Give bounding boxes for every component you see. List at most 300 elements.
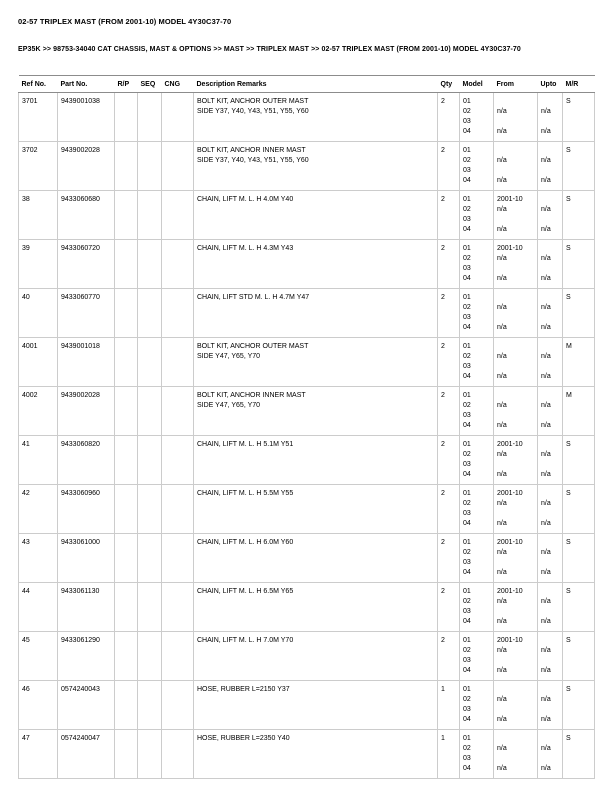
upto-line — [541, 264, 559, 274]
rp-value — [118, 97, 134, 107]
from-line: n/a — [497, 647, 507, 654]
from-line — [497, 293, 534, 303]
ref-no-cell — [19, 583, 58, 632]
part-no-cell — [58, 583, 115, 632]
upto-line — [541, 636, 559, 646]
upto-line — [541, 215, 559, 225]
upto-lines — [541, 293, 559, 333]
model-line: 04 — [463, 569, 471, 576]
model-line: 04 — [463, 275, 471, 282]
upto-line — [541, 117, 559, 127]
table-row — [19, 436, 595, 485]
model-line: 03 — [463, 118, 471, 125]
from-line: n/a — [497, 275, 507, 282]
qty-cell — [438, 534, 460, 583]
from-line — [497, 607, 534, 617]
from-line: n/a — [497, 206, 507, 213]
description-cell — [194, 632, 438, 681]
upto-cell — [538, 191, 563, 240]
mr-value: S — [566, 539, 571, 546]
part-no-value: 9433060680 — [61, 196, 100, 203]
model-cell — [460, 681, 494, 730]
table-row — [19, 485, 595, 534]
upto-line: n/a — [541, 647, 551, 654]
description-lines — [197, 489, 434, 499]
seq-value — [141, 342, 158, 352]
ref-no-value: 38 — [22, 196, 30, 203]
from-cell — [494, 583, 538, 632]
mr-value: S — [566, 196, 571, 203]
part-no-value: 9439002028 — [61, 392, 100, 399]
description-cell — [194, 485, 438, 534]
rp-cell — [115, 730, 138, 779]
from-line — [497, 362, 534, 372]
from-line: n/a — [497, 422, 507, 429]
model-line: 01 — [463, 735, 471, 742]
upto-cell — [538, 485, 563, 534]
upto-line — [541, 656, 559, 666]
description-line: SIDE Y47, Y65, Y70 — [197, 353, 261, 360]
part-no-cell — [58, 142, 115, 191]
seq-value — [141, 244, 158, 254]
description-lines — [197, 538, 434, 548]
rp-cell — [115, 289, 138, 338]
qty-value: 2 — [441, 490, 445, 497]
description-cell — [194, 387, 438, 436]
from-line: 2001-10 — [497, 637, 523, 644]
rp-cell — [115, 191, 138, 240]
from-cell — [494, 436, 538, 485]
model-line: 02 — [463, 304, 471, 311]
model-line: 01 — [463, 539, 471, 546]
upto-lines — [541, 195, 559, 235]
upto-line — [541, 362, 559, 372]
cng-value — [165, 97, 190, 107]
ref-no-cell — [19, 289, 58, 338]
upto-line — [541, 293, 559, 303]
upto-line — [541, 734, 559, 744]
description-lines — [197, 195, 434, 205]
ref-no-cell — [19, 534, 58, 583]
from-cell — [494, 142, 538, 191]
rp-cell — [115, 485, 138, 534]
seq-value — [141, 146, 158, 156]
qty-cell — [438, 240, 460, 289]
from-cell — [494, 191, 538, 240]
model-line: 02 — [463, 255, 471, 262]
upto-line — [541, 538, 559, 548]
seq-value — [141, 734, 158, 744]
part-no-value: 0574240047 — [61, 735, 100, 742]
from-line — [497, 705, 534, 715]
upto-lines — [541, 440, 559, 480]
part-no-cell — [58, 485, 115, 534]
mr-value: S — [566, 441, 571, 448]
ref-no-value: 44 — [22, 588, 30, 595]
cng-cell — [162, 583, 194, 632]
description-lines — [197, 636, 434, 646]
from-cell — [494, 289, 538, 338]
model-line: 02 — [463, 108, 471, 115]
cng-value — [165, 146, 190, 156]
from-lines — [497, 489, 534, 529]
part-no-value: 9433061130 — [61, 588, 100, 595]
from-lines — [497, 244, 534, 284]
part-no-value: 9433061290 — [61, 637, 100, 644]
part-no-cell — [58, 534, 115, 583]
upto-line: n/a — [541, 667, 551, 674]
header-seq: SEQ — [138, 76, 162, 93]
description-lines — [197, 293, 434, 303]
upto-cell — [538, 240, 563, 289]
seq-value — [141, 489, 158, 499]
upto-line: n/a — [541, 765, 551, 772]
from-line — [497, 411, 534, 421]
upto-line — [541, 146, 559, 156]
from-line: n/a — [497, 451, 507, 458]
from-line — [497, 509, 534, 519]
cng-cell — [162, 289, 194, 338]
rp-value — [118, 636, 134, 646]
description-cell — [194, 681, 438, 730]
description-line: CHAIN, LIFT M. L. H 4.0M Y40 — [197, 196, 294, 203]
qty-cell — [438, 338, 460, 387]
rp-value — [118, 293, 134, 303]
rp-cell — [115, 436, 138, 485]
upto-line — [541, 558, 559, 568]
seq-value — [141, 587, 158, 597]
upto-line: n/a — [541, 324, 551, 331]
upto-cell — [538, 289, 563, 338]
model-line: 01 — [463, 343, 471, 350]
cng-value — [165, 734, 190, 744]
upto-line: n/a — [541, 745, 551, 752]
ref-no-value: 45 — [22, 637, 30, 644]
model-line: 04 — [463, 765, 471, 772]
from-line: 2001-10 — [497, 490, 523, 497]
seq-cell — [138, 142, 162, 191]
rp-value — [118, 587, 134, 597]
from-cell — [494, 730, 538, 779]
rp-value — [118, 195, 134, 205]
header-cng: CNG — [162, 76, 194, 93]
upto-line — [541, 391, 559, 401]
upto-lines — [541, 734, 559, 774]
table-header-row — [19, 76, 595, 93]
ref-no-cell — [19, 387, 58, 436]
upto-line: n/a — [541, 128, 551, 135]
upto-line — [541, 166, 559, 176]
seq-cell — [138, 387, 162, 436]
from-cell — [494, 338, 538, 387]
upto-line — [541, 607, 559, 617]
cng-cell — [162, 730, 194, 779]
upto-line: n/a — [541, 520, 551, 527]
rp-cell — [115, 583, 138, 632]
from-line — [497, 264, 534, 274]
from-lines — [497, 342, 534, 382]
upto-line — [541, 342, 559, 352]
upto-line: n/a — [541, 569, 551, 576]
from-lines — [497, 440, 534, 480]
part-no-cell — [58, 240, 115, 289]
qty-value: 2 — [441, 392, 445, 399]
model-cell — [460, 93, 494, 142]
mr-value: M — [566, 392, 572, 399]
upto-line: n/a — [541, 402, 551, 409]
qty-value: 2 — [441, 98, 445, 105]
from-lines — [497, 293, 534, 333]
cng-value — [165, 685, 190, 695]
description-cell — [194, 93, 438, 142]
header-from: From — [494, 76, 538, 93]
upto-line: n/a — [541, 373, 551, 380]
header-part-no: Part No. — [58, 76, 115, 93]
upto-lines — [541, 587, 559, 627]
mr-cell — [563, 730, 595, 779]
upto-line: n/a — [541, 422, 551, 429]
part-no-cell — [58, 436, 115, 485]
upto-lines — [541, 391, 559, 431]
from-lines — [497, 685, 534, 725]
seq-value — [141, 685, 158, 695]
seq-value — [141, 293, 158, 303]
model-cell — [460, 534, 494, 583]
from-line: 2001-10 — [497, 441, 523, 448]
qty-value: 1 — [441, 686, 445, 693]
upto-cell — [538, 436, 563, 485]
upto-line: n/a — [541, 618, 551, 625]
description-lines — [197, 244, 434, 254]
model-line: 04 — [463, 226, 471, 233]
model-line: 03 — [463, 461, 471, 468]
model-line: 02 — [463, 157, 471, 164]
from-line: n/a — [497, 324, 507, 331]
cng-value — [165, 440, 190, 450]
model-lines — [463, 97, 490, 137]
from-line: n/a — [497, 471, 507, 478]
model-line: 04 — [463, 422, 471, 429]
description-line: CHAIN, LIFT M. L. H 6.5M Y65 — [197, 588, 294, 595]
upto-line: n/a — [541, 451, 551, 458]
seq-cell — [138, 436, 162, 485]
mr-cell — [563, 534, 595, 583]
description-line: CHAIN, LIFT STD M. L. H 4.7M Y47 — [197, 294, 310, 301]
qty-value: 2 — [441, 245, 445, 252]
model-line: 02 — [463, 549, 471, 556]
description-line: CHAIN, LIFT M. L. H 5.5M Y55 — [197, 490, 294, 497]
ref-no-cell — [19, 436, 58, 485]
mr-cell — [563, 387, 595, 436]
model-cell — [460, 583, 494, 632]
description-line: SIDE Y47, Y65, Y70 — [197, 402, 261, 409]
seq-cell — [138, 583, 162, 632]
from-lines — [497, 734, 534, 774]
model-line: 03 — [463, 510, 471, 517]
header-qty: Qty — [438, 76, 460, 93]
upto-cell — [538, 583, 563, 632]
description-line: BOLT KIT, ANCHOR INNER MAST — [197, 392, 306, 399]
mr-cell — [563, 485, 595, 534]
model-line: 01 — [463, 147, 471, 154]
seq-cell — [138, 191, 162, 240]
seq-cell — [138, 485, 162, 534]
upto-lines — [541, 489, 559, 529]
table-row — [19, 583, 595, 632]
upto-line: n/a — [541, 226, 551, 233]
from-line: 2001-10 — [497, 539, 523, 546]
rp-value — [118, 734, 134, 744]
from-line: n/a — [497, 549, 507, 556]
qty-cell — [438, 191, 460, 240]
seq-value — [141, 538, 158, 548]
model-line: 04 — [463, 128, 471, 135]
upto-line — [541, 313, 559, 323]
upto-line: n/a — [541, 696, 551, 703]
from-line — [497, 146, 534, 156]
cng-cell — [162, 240, 194, 289]
upto-cell — [538, 632, 563, 681]
cng-value — [165, 587, 190, 597]
upto-line — [541, 244, 559, 254]
upto-line: n/a — [541, 108, 551, 115]
rp-value — [118, 146, 134, 156]
from-cell — [494, 485, 538, 534]
ref-no-cell — [19, 632, 58, 681]
model-line: 04 — [463, 373, 471, 380]
seq-cell — [138, 289, 162, 338]
from-line — [497, 734, 534, 744]
upto-line — [541, 97, 559, 107]
upto-line — [541, 411, 559, 421]
cng-cell — [162, 93, 194, 142]
part-no-cell — [58, 632, 115, 681]
mr-cell — [563, 681, 595, 730]
qty-cell — [438, 142, 460, 191]
from-line: n/a — [497, 128, 507, 135]
rp-cell — [115, 240, 138, 289]
mr-cell — [563, 93, 595, 142]
qty-value: 2 — [441, 441, 445, 448]
qty-value: 2 — [441, 294, 445, 301]
mr-cell — [563, 583, 595, 632]
model-line: 03 — [463, 363, 471, 370]
description-cell — [194, 583, 438, 632]
model-line: 02 — [463, 206, 471, 213]
mr-cell — [563, 289, 595, 338]
rp-cell — [115, 534, 138, 583]
rp-cell — [115, 338, 138, 387]
from-lines — [497, 97, 534, 137]
mr-value: S — [566, 588, 571, 595]
model-cell — [460, 142, 494, 191]
rp-value — [118, 342, 134, 352]
rp-value — [118, 440, 134, 450]
mr-cell — [563, 240, 595, 289]
rp-value — [118, 489, 134, 499]
mr-value: S — [566, 147, 571, 154]
mr-cell — [563, 142, 595, 191]
model-cell — [460, 191, 494, 240]
description-lines — [197, 440, 434, 450]
qty-cell — [438, 387, 460, 436]
mr-value: S — [566, 245, 571, 252]
ref-no-cell — [19, 142, 58, 191]
rp-value — [118, 538, 134, 548]
from-line — [497, 117, 534, 127]
part-no-cell — [58, 730, 115, 779]
cng-cell — [162, 485, 194, 534]
part-no-value: 9433060770 — [61, 294, 100, 301]
description-lines — [197, 342, 434, 362]
description-lines — [197, 391, 434, 411]
part-no-value: 0574240043 — [61, 686, 100, 693]
ref-no-cell — [19, 681, 58, 730]
model-line: 02 — [463, 500, 471, 507]
model-lines — [463, 391, 490, 431]
model-cell — [460, 240, 494, 289]
ref-no-cell — [19, 730, 58, 779]
model-line: 02 — [463, 451, 471, 458]
upto-cell — [538, 387, 563, 436]
from-line — [497, 215, 534, 225]
model-line: 02 — [463, 402, 471, 409]
from-line — [497, 754, 534, 764]
table-row — [19, 387, 595, 436]
from-cell — [494, 387, 538, 436]
rp-cell — [115, 93, 138, 142]
part-no-cell — [58, 387, 115, 436]
model-line: 03 — [463, 706, 471, 713]
qty-value: 2 — [441, 343, 445, 350]
model-cell — [460, 436, 494, 485]
model-cell — [460, 289, 494, 338]
qty-value: 2 — [441, 196, 445, 203]
upto-line — [541, 460, 559, 470]
model-line: 01 — [463, 588, 471, 595]
mr-value: S — [566, 98, 571, 105]
from-line: n/a — [497, 373, 507, 380]
model-cell — [460, 632, 494, 681]
description-cell — [194, 240, 438, 289]
from-line: n/a — [497, 304, 507, 311]
breadcrumb: EP35K >> 98753-34040 CAT CHASSIS, MAST & OPTIONS >> MAST >> TRIPLEX MAST >> 02-57 TRIPLEX MAST (FROM 2001-10) MODEL 4Y30C37-70 — [18, 46, 521, 53]
upto-line: n/a — [541, 549, 551, 556]
qty-value: 2 — [441, 637, 445, 644]
description-line: CHAIN, LIFT M. L. H 5.1M Y51 — [197, 441, 294, 448]
from-cell — [494, 534, 538, 583]
description-line: CHAIN, LIFT M. L. H 7.0M Y70 — [197, 637, 294, 644]
from-line: n/a — [497, 716, 507, 723]
model-line: 04 — [463, 324, 471, 331]
description-line: BOLT KIT, ANCHOR INNER MAST — [197, 147, 306, 154]
seq-cell — [138, 338, 162, 387]
description-line: BOLT KIT, ANCHOR OUTER MAST — [197, 343, 309, 350]
rp-cell — [115, 142, 138, 191]
cng-cell — [162, 632, 194, 681]
from-line: n/a — [497, 520, 507, 527]
model-line: 04 — [463, 177, 471, 184]
ref-no-value: 43 — [22, 539, 30, 546]
model-lines — [463, 489, 490, 529]
ref-no-value: 4001 — [22, 343, 38, 350]
from-line: n/a — [497, 226, 507, 233]
model-line: 01 — [463, 98, 471, 105]
description-line: HOSE, RUBBER L=2350 Y40 — [197, 735, 290, 742]
model-lines — [463, 734, 490, 774]
mr-value: S — [566, 686, 571, 693]
seq-value — [141, 391, 158, 401]
